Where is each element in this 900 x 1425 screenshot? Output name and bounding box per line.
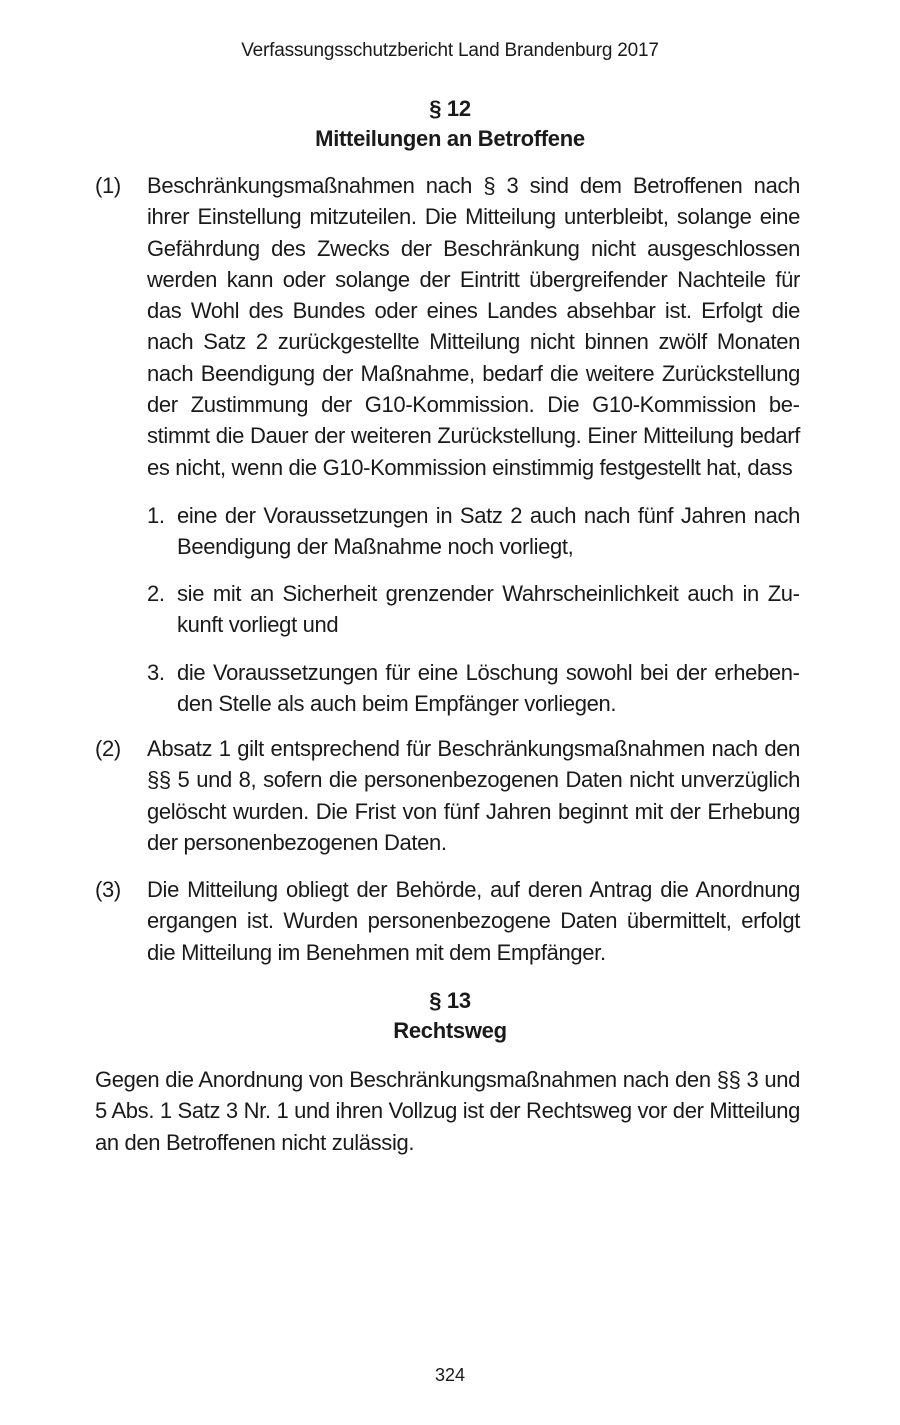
paragraph-text: Beschränkungsmaßnahmen nach § 3 sind dem Betroffenen nach ihrer Einstellung mitzuteilen. Die Mitteilung unterbleibt, solange eine Gefährdung des Zwecks der Beschränkung nicht ausgeschlossen werden kann oder solange der Eintritt übergreifender Nachteile für das Wohl des Bundes oder eines Landes absehbar ist. Erfolgt die nach Satz 2 zurückgestellte Mitteilung nicht binnen zwölf Monaten nach Beendigung der Maßnahme, bedarf die weitere Zurückstellung der Zustimmung der G10-Kommission. Die G10-Kommission bestimmt die Dauer der weiteren Zurückstellung. Einer Mitteilung bedarf es nicht, wenn die G10-Kommission einstimmig festgestellt hat, dass xyxy=(147,173,800,480)
paragraph-number: (3) xyxy=(95,877,121,902)
section-12-heading xyxy=(0,94,900,154)
list-item-number: 2. xyxy=(147,581,165,606)
list-item xyxy=(147,500,800,563)
paragraph-text: Die Mitteilung obliegt der Behörde, auf deren Antrag die Anordnung ergangen ist. Wurden personenbezogene Daten übermittelt, erfolgt die Mitteilung im Benehmen mit dem Empfänger. xyxy=(147,877,800,965)
section-number: § 13 xyxy=(429,988,471,1013)
paragraph-text: Absatz 1 gilt entsprechend für Beschränkungsmaßnahmen nach den §§ 5 und 8, sofern die personenbezogenen Daten nicht unverzüglich gelöscht wurden. Die Frist von fünf Jahren beginnt mit der Erhebung der personenbezogenen Daten. xyxy=(147,736,800,855)
section-title: Rechtsweg xyxy=(393,1018,507,1043)
page-number: 324 xyxy=(434,1365,466,1385)
paragraph-2 xyxy=(95,733,800,858)
paragraph-number: (2) xyxy=(95,736,121,761)
list-item-text: die Voraussetzungen für eine Löschung sowohl bei der erhebenden Stelle als auch beim Empfänger vorliegen. xyxy=(177,660,800,717)
list-item-text: eine der Voraussetzungen in Satz 2 auch nach fünf Jahren nach Beendigung der Maßnahme noch vorliegt, xyxy=(177,503,800,560)
list-item-number: 1. xyxy=(147,503,165,528)
list-item xyxy=(147,578,800,641)
section-13-text: Gegen die Anordnung von Beschränkungsmaßnahmen nach den §§ 3 und 5 Abs. 1 Satz 3 Nr. 1 und ihren Vollzug ist der Rechtsweg vor der Mitteilung an den Betroffenen nicht zulässig. xyxy=(95,1067,800,1155)
running-header: Verfassungsschutzbericht Land Brandenburg 2017 xyxy=(241,40,659,61)
section-title: Mitteilungen an Betroffene xyxy=(315,126,585,151)
list-item-text: sie mit an Sicherheit grenzender Wahrscheinlichkeit auch in Zukunft vorliegt und xyxy=(177,581,800,638)
list-item xyxy=(147,657,800,720)
paragraph-number: (1) xyxy=(95,173,121,198)
section-number: § 12 xyxy=(429,96,471,121)
section-13-heading xyxy=(0,986,900,1046)
paragraph-3 xyxy=(95,874,800,968)
list-item-number: 3. xyxy=(147,660,165,685)
paragraph-1 xyxy=(95,170,800,483)
